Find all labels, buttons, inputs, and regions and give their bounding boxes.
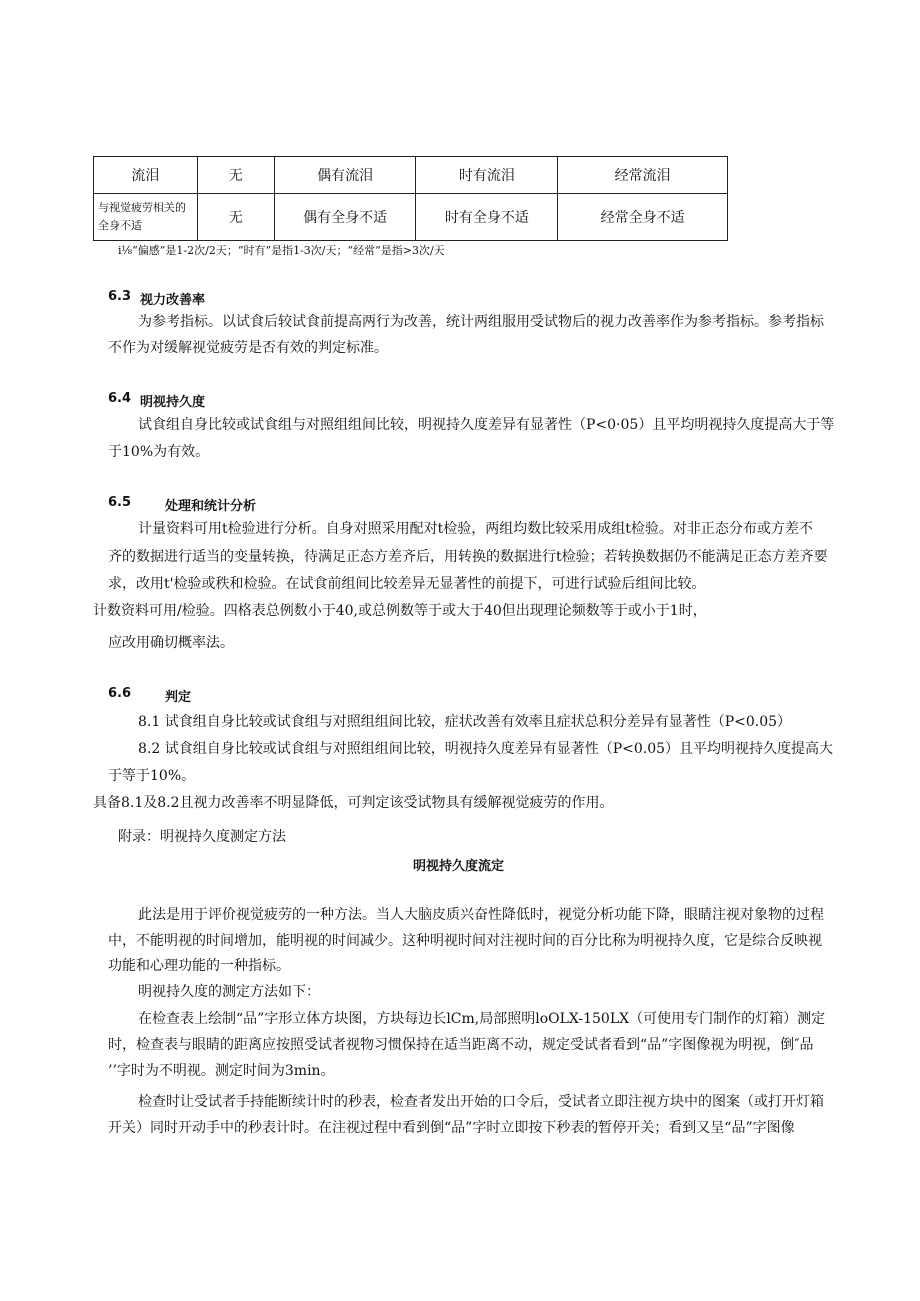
- paragraph-line: 不作为对缓解视觉疲劳是否有效的判定标准。: [108, 340, 388, 356]
- paragraph-line: 明视持久度的测定方法如下：: [138, 984, 320, 1000]
- table-row: [94, 194, 728, 241]
- table-cell: 流泪: [94, 157, 198, 194]
- section-number: 6.6: [108, 686, 132, 701]
- table-cell: 与视觉疲劳相关的全身不适: [94, 194, 198, 241]
- paragraph-line: 齐的数据进行适当的变量转换，待满足正态方差齐后，用转换的数据进行t检验；若转换数据仍不能满足正态方差齐要: [108, 549, 828, 565]
- paragraph-line: 在检查表上绘制“品”字形立体方块图，方块每边长lCm,局部照明loOLX-150LX（可使用专门制作的灯箱）测定: [138, 1011, 826, 1027]
- paragraph-line: 检查时让受试者手持能断续计时的秒表，检查者发出开始的口令后，受试者立即注视方块中的图案（或打开灯箱: [138, 1094, 824, 1110]
- symptom-table: [93, 156, 728, 241]
- table-cell: 无: [197, 157, 274, 194]
- table-row: [94, 157, 728, 194]
- paragraph-line: 于10%为有效。: [108, 444, 210, 460]
- paragraph-line: 此法是用于评价视觉疲劳的一种方法。当人大脑皮质兴奋性降低时，视觉分析功能下降，眼睛注视对象物的过程: [138, 907, 824, 923]
- section-heading: 明视持久度: [140, 395, 206, 410]
- paragraph-line: 计量资料可用t检验进行分析。自身对照采用配对t检验，两组均数比较采用成组t检验。对非正态分布或方差不: [138, 521, 813, 537]
- paragraph-line: 开关）同时开动手中的秒表计时。在注视过程中看到倒“品”字时立即按下秒表的暂停开关；看到又呈“品”字图像: [108, 1120, 795, 1136]
- table-cell: 时有全身不适: [416, 194, 558, 241]
- paragraph-line: 功能和心理功能的一种指标。: [108, 958, 290, 974]
- paragraph-line: 中，不能明视的时间增加，能明视的时间减少。这种明视时间对注视时间的百分比称为明视持久度，它是综合反映视: [108, 933, 822, 949]
- paragraph-line: 于等于10%。: [108, 768, 196, 784]
- table-cell: 偶有流泪: [274, 157, 416, 194]
- paragraph-line: 8.2 试食组自身比较或试食组与对照组组间比较，明视持久度差异有显著性（P<0.05）且平均明视持久度提高大: [138, 741, 834, 757]
- section-heading: 视力改善率: [140, 293, 206, 308]
- appendix-title: 明视持久度流定: [413, 859, 505, 874]
- paragraph-line: 时，检查表与眼睛的距离应按照受试者视物习惯保持在适当距离不动，规定受试者看到“品”字图像视为明视，倒″品: [108, 1037, 814, 1053]
- section-number: 6.4: [108, 391, 132, 406]
- table-note: i⅛“偏感”是1-2次/2天；“时有”是指1-3次/天；“经常”是指>3次/天: [118, 244, 445, 257]
- paragraph-line: 具备8.1及8.2且视力改善率不明显降低，可判定该受试物具有缓解视觉疲劳的作用。: [93, 795, 614, 811]
- table-cell: 无: [197, 194, 274, 241]
- paragraph-line: 应改用确切概率法。: [108, 635, 234, 651]
- section-heading: 处理和统计分析: [165, 499, 257, 514]
- table-cell: 偶有全身不适: [274, 194, 416, 241]
- section-number: 6.3: [108, 289, 132, 304]
- table-cell: 经常流泪: [558, 157, 728, 194]
- paragraph-line: 求，改用t'检验或秩和检验。在试食前组间比较差异无显著性的前提下，可进行试验后组间比较。: [108, 576, 706, 592]
- section-heading: 判定: [165, 690, 192, 705]
- section-number: 6.5: [108, 495, 132, 510]
- paragraph-line: 计数资料可用/检验。四格表总例数小于40,或总例数等于或大于40但出现理论频数等于或小于1时，: [93, 603, 707, 619]
- paragraph-line: 为参考指标。以试食后较试食前提高两行为改善，统计两组服用受试物后的视力改善率作为参考指标。参考指标: [138, 314, 824, 330]
- appendix-label: 附录：明视持久度测定方法: [118, 829, 286, 845]
- paragraph-line: 8.1 试食组自身比较或试食组与对照组组间比较，症状改善有效率且症状总积分差异有显著性（P<0.05）: [138, 714, 792, 730]
- paragraph-line: 试食组自身比较或试食组与对照组组间比较，明视持久度差异有显著性（P<0·05）且平均明视持久度提高大于等: [138, 417, 835, 433]
- table-cell: 时有流泪: [416, 157, 558, 194]
- table-cell: 经常全身不适: [558, 194, 728, 241]
- paragraph-line: ’’字时为不明视。测定时间为3min。: [108, 1063, 335, 1079]
